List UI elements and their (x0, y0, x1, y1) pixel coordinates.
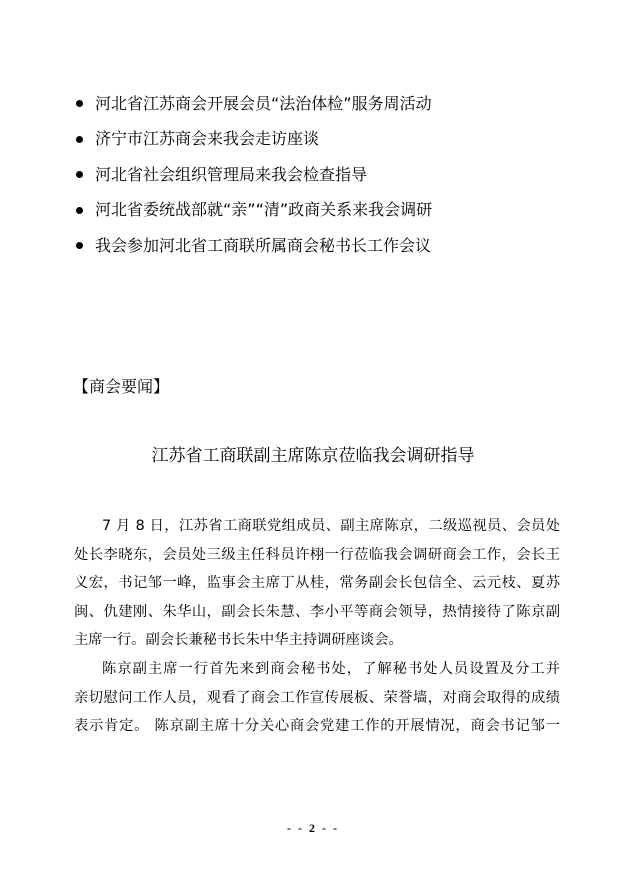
text-line: 表示肯定。 陈京副主席十分关心商会党建工作的开展情况，商会书记邹一 (74, 718, 560, 735)
text-line: 7 月 8 日，江苏省工商联党组成员、副主席陈京，二级巡视员、会员处 (102, 518, 560, 534)
text-line: 闽、仇建刚、朱华山，副会长朱慧、李小平等商会领导，热情接待了陈京副 (74, 603, 560, 620)
bullet-dot-icon (76, 207, 83, 214)
bullet-text: 我会参加河北省工商联所属商会秘书长工作会议 (95, 235, 432, 255)
bullet-item (74, 86, 574, 122)
bullet-item (74, 122, 574, 158)
text-line: 陈京副主席一行首先来到商会秘书处，了解秘书处人员设置及分工并 (102, 660, 560, 677)
bullet-item (74, 228, 574, 264)
bullet-text: 河北省江苏商会开展会员“法治体检”服务周活动 (95, 93, 432, 113)
paragraph-1 (74, 512, 560, 655)
text-line: 义宏，书记邹一峰，监事会主席丁从桂，常务副会长包信全、云元枝、夏苏 (74, 575, 560, 592)
paragraph-2 (74, 655, 560, 741)
text-line: 亲切慰问工作人员，观看了商会工作宣传展板、荣誉墙，对商会取得的成绩 (74, 689, 560, 706)
text-line: 主席一行。副会长兼秘书长朱中华主持调研座谈会。 (74, 632, 403, 649)
section-label: 【商会要闻】 (73, 377, 170, 396)
bullet-dot-icon (76, 242, 83, 249)
bullet-text: 河北省委统战部就“亲”“清”政商关系来我会调研 (95, 200, 433, 220)
bullet-dot-icon (76, 136, 83, 143)
bullet-text: 济宁市江苏商会来我会走访座谈 (95, 129, 320, 149)
page-number: - - 2 - - (287, 821, 339, 835)
bullet-item (74, 157, 574, 193)
bullet-dot-icon (76, 171, 83, 178)
bullet-list (74, 86, 574, 264)
bullet-text: 河北省社会组织管理局来我会检查指导 (95, 164, 368, 184)
article-body (74, 512, 560, 741)
article-title: 江苏省工商联副主席陈京莅临我会调研指导 (151, 446, 475, 466)
text-line: 处长李晓东，会员处三级主任科员许栩一行莅临我会调研商会工作，会长王 (74, 546, 560, 563)
bullet-item (74, 193, 574, 229)
bullet-dot-icon (76, 100, 83, 107)
